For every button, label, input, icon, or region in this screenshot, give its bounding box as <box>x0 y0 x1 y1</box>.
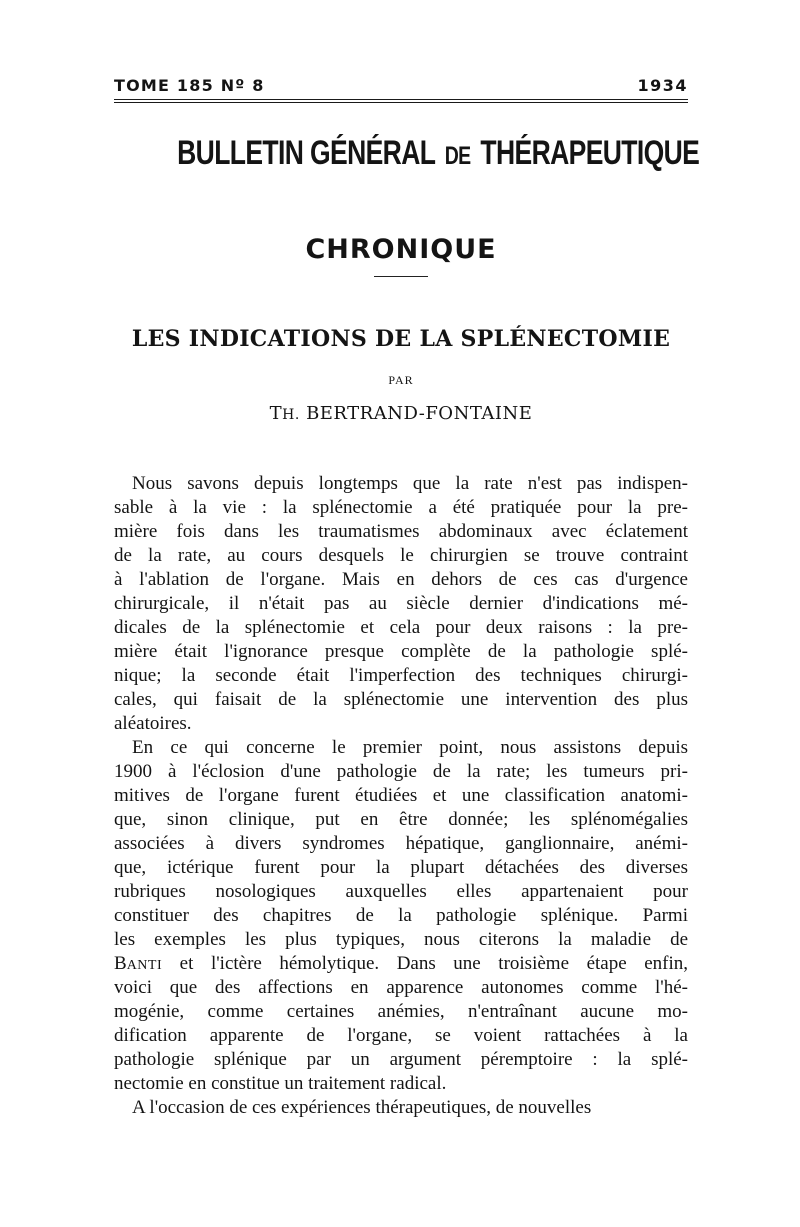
body-line <box>114 952 688 976</box>
article-body <box>114 472 688 1120</box>
body-line: mière était l'ignorance presque complète de la pathologie splé- <box>114 641 688 662</box>
body-line: Nous savons depuis longtemps que la rate n'est pas indispen- <box>132 473 688 494</box>
body-line: dicales de la splénectomie et cela pour deux raisons : la pre- <box>114 617 688 638</box>
body-line: que, ictérique furent pour la plupart détachées des diverses <box>114 857 688 878</box>
body-line: rubriques nosologiques auxquelles elles appartenaient pour <box>114 881 688 902</box>
section-divider <box>374 276 428 277</box>
banti-smallcaps: ANTI <box>126 958 163 973</box>
body-line: mogénie, comme certaines anémies, n'entraînant aucune mo- <box>114 1001 688 1022</box>
body-line: constituer des chapitres de la pathologie splénique. Parmi <box>114 905 688 926</box>
body-line: sable à la vie : la splénectomie a été pratiquée pour la pre- <box>114 497 688 518</box>
body-line: à l'ablation de l'organe. Mais en dehors de ces cas d'urgence <box>114 569 688 590</box>
body-line: A l'occasion de ces expériences thérapeutiques, de nouvelles <box>132 1097 592 1118</box>
body-line: 1900 à l'éclosion d'une pathologie de la rate; les tumeurs pri- <box>114 761 688 782</box>
body-line: dification apparente de l'organe, se voient rattachées à la <box>114 1025 688 1046</box>
body-line: chirurgicale, il n'était pas au siècle dernier d'indications mé- <box>114 593 688 614</box>
byline-par: PAR <box>388 373 414 387</box>
body-line: En ce qui concerne le premier point, nous assistons depuis <box>132 737 688 758</box>
author-name: BERTRAND-FONTAINE <box>306 403 533 424</box>
banti-line-rest: et l'ictère hémolytique. Dans une troisième étape enfin, <box>162 953 688 974</box>
section-heading: CHRONIQUE <box>305 234 497 265</box>
journal-title <box>177 134 700 173</box>
header-rule-top <box>114 99 688 100</box>
body-line: que, sinon clinique, put en être donnée; les splénomégalies <box>114 809 688 830</box>
body-line: pathologie splénique par un argument péremptoire : la splé- <box>114 1049 688 1070</box>
journal-title-part1: BULLETIN GÉNÉRAL <box>177 134 435 172</box>
running-head <box>114 76 688 102</box>
journal-title-connector: DE <box>444 142 471 170</box>
body-line: mitives de l'organe furent étudiées et une classification anatomi- <box>114 785 688 806</box>
body-line: de la rate, au cours desquels le chirurgien se trouve contraint <box>114 545 688 566</box>
body-line: les exemples les plus typiques, nous citerons la maladie de <box>114 929 688 950</box>
author-line <box>114 403 688 424</box>
body-line: nectomie en constitue un traitement radical. <box>114 1073 447 1094</box>
author-prefix-initial: T <box>269 403 283 424</box>
header-rule-bottom <box>114 102 688 103</box>
volume-number: TOME 185 Nº 8 <box>114 76 265 95</box>
publication-year: 1934 <box>637 76 688 95</box>
body-line: aléatoires. <box>114 713 192 734</box>
body-line: mière fois dans les traumatismes abdominaux avec éclatement <box>114 521 688 542</box>
body-line: associées à divers syndromes hépatique, ganglionnaire, anémi- <box>114 833 688 854</box>
body-line: cales, qui faisait de la splénectomie une intervention des plus <box>114 689 688 710</box>
body-line: nique; la seconde était l'imperfection des techniques chirurgi- <box>114 665 688 686</box>
body-line: voici que des affections en apparence autonomes comme l'hé- <box>114 977 688 998</box>
banti-initial: B <box>114 953 127 974</box>
journal-title-part2: THÉRAPEUTIQUE <box>480 134 700 172</box>
article-title: LES INDICATIONS DE LA SPLÉNECTOMIE <box>131 326 671 352</box>
author-prefix-rest: H. <box>282 407 300 423</box>
